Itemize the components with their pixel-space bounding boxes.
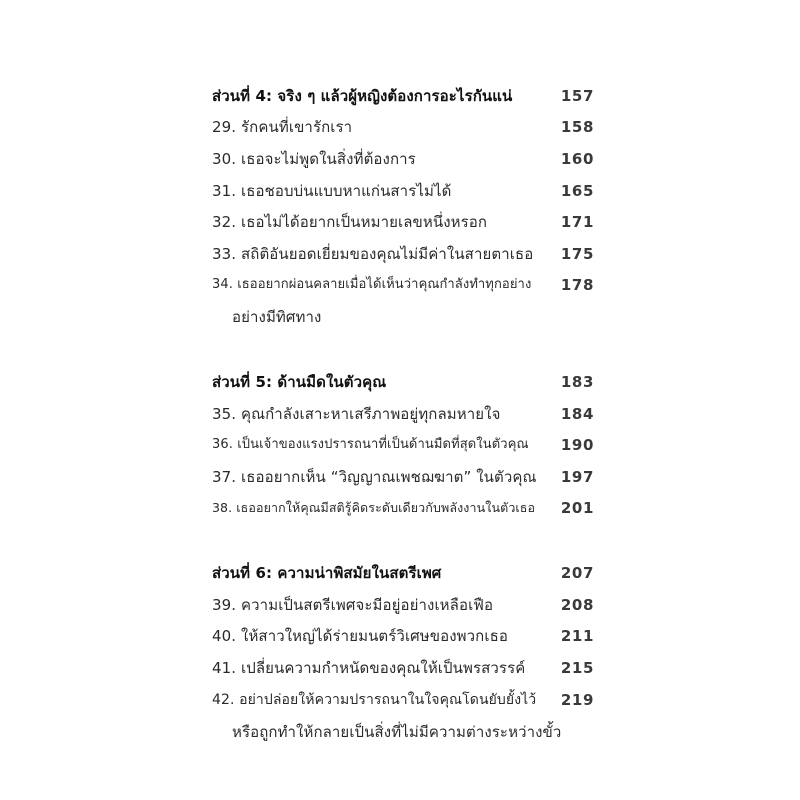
section-heading[interactable] <box>212 82 594 110</box>
entry-title-continuation: หรือถูกทำให้กลายเป็นสิ่งที่ไม่มีความต่างระหว่างขั้ว <box>232 723 562 741</box>
page-number: 208 <box>560 596 594 614</box>
toc-entry[interactable] <box>212 208 594 236</box>
entry-title: 39. ความเป็นสตรีเพศจะมีอยู่อย่างเหลือเฟือ <box>212 596 494 614</box>
page-number: 219 <box>560 691 594 709</box>
entry-title: 32. เธอไม่ได้อยากเป็นหมายเลขหนึ่งหรอก <box>212 213 488 231</box>
page-number: 165 <box>560 182 594 200</box>
page-number: 207 <box>560 564 594 582</box>
page-number: 157 <box>560 87 594 105</box>
page-number: 184 <box>560 405 594 423</box>
entry-title: 31. เธอชอบบ่นแบบหาแก่นสารไม่ได้ <box>212 182 452 200</box>
section-title: ส่วนที่ 6: ความน่าพิสมัยในสตรีเพศ <box>212 564 442 582</box>
toc-entry-continuation <box>212 718 594 746</box>
page-number: 197 <box>560 468 594 486</box>
entry-title: 41. เปลี่ยนความกำหนัดของคุณให้เป็นพรสวรรค์ <box>212 659 526 677</box>
section-title: ส่วนที่ 4: จริง ๆ แล้วผู้หญิงต้องการอะไรกันแน่ <box>212 87 513 105</box>
entry-title: 35. คุณกำลังเสาะหาเสรีภาพอยู่ทุกลมหายใจ <box>212 405 501 423</box>
toc-entry[interactable] <box>212 654 594 682</box>
entry-title: 29. รักคนที่เขารักเรา <box>212 118 353 136</box>
page-number: 175 <box>560 245 594 263</box>
toc-entry[interactable] <box>212 145 594 173</box>
entry-title: 40. ให้สาวใหญ่ได้ร่ายมนตร์วิเศษของพวกเธอ <box>212 627 508 645</box>
entry-title: 36. เป็นเจ้าของแรงปรารถนาที่เป็นด้านมืดที่สุดในตัวคุณ <box>212 437 529 452</box>
section-heading[interactable] <box>212 559 594 587</box>
toc-entry[interactable] <box>212 177 594 205</box>
entry-title: 33. สถิติอันยอดเยี่ยมของคุณไม่มีค่าในสายตาเธอ <box>212 245 534 263</box>
entry-title: 34. เธออยากผ่อนคลายเมื่อได้เห็นว่าคุณกำลังทำทุกอย่าง <box>212 277 532 292</box>
page-number: 201 <box>560 499 594 517</box>
toc-entry[interactable] <box>212 686 594 714</box>
page-number: 160 <box>560 150 594 168</box>
toc-entry[interactable] <box>212 240 594 268</box>
page-number: 211 <box>560 627 594 645</box>
toc-entry[interactable] <box>212 400 594 428</box>
page-number: 178 <box>560 276 594 294</box>
toc-entry[interactable] <box>212 494 594 522</box>
entry-title: 42. อย่าปล่อยให้ความปรารถนาในใจคุณโดนยับยั้งไว้ <box>212 692 537 708</box>
toc-entry[interactable] <box>212 113 594 141</box>
page-number: 190 <box>560 436 594 454</box>
page-number: 171 <box>560 213 594 231</box>
section-heading[interactable] <box>212 368 594 396</box>
toc-entry[interactable] <box>212 463 594 491</box>
toc-entry[interactable] <box>212 271 594 299</box>
entry-title-continuation: อย่างมีทิศทาง <box>232 308 322 326</box>
toc-entry[interactable] <box>212 431 594 459</box>
entry-title: 38. เธออยากให้คุณมีสติรู้คิดระดับเดียวกับพลังงานในตัวเธอ <box>212 500 536 515</box>
page-number: 158 <box>560 118 594 136</box>
entry-title: 30. เธอจะไม่พูดในสิ่งที่ต้องการ <box>212 150 416 168</box>
page-number: 183 <box>560 373 594 391</box>
toc-entry[interactable] <box>212 591 594 619</box>
entry-title: 37. เธออยากเห็น “วิญญาณเพชฌฆาต” ในตัวคุณ <box>212 468 537 486</box>
section-title: ส่วนที่ 5: ด้านมืดในตัวคุณ <box>212 373 387 391</box>
page-number: 215 <box>560 659 594 677</box>
toc-entry[interactable] <box>212 622 594 650</box>
toc-entry-continuation <box>212 303 594 331</box>
